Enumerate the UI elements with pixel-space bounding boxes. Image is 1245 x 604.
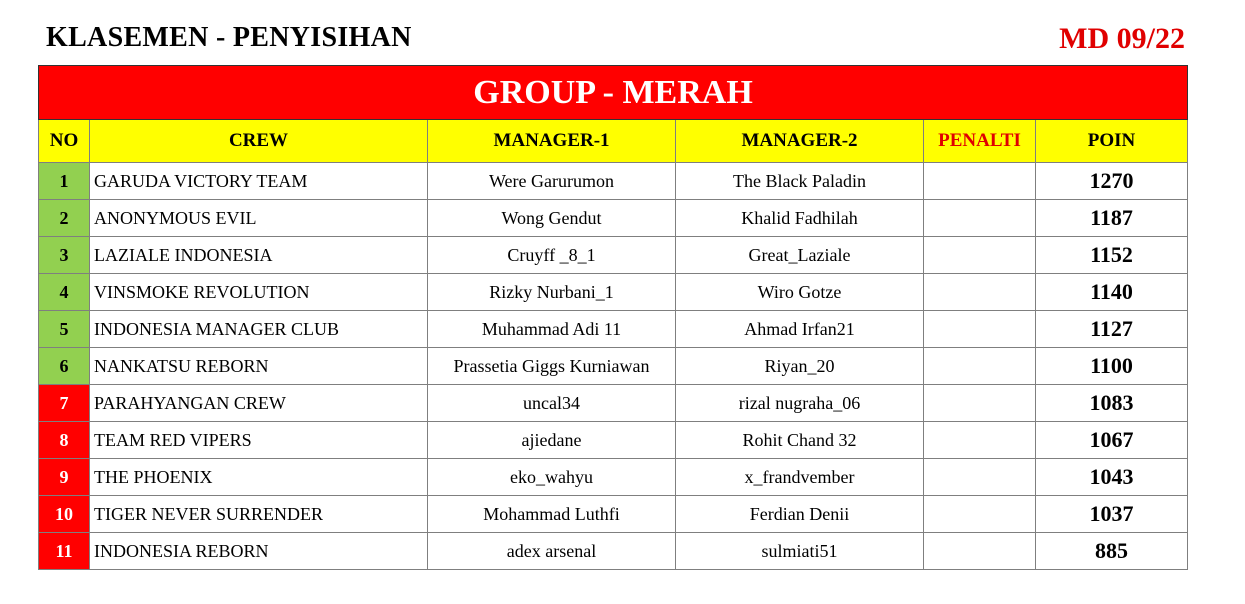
crew-cell: LAZIALE INDONESIA (90, 237, 428, 274)
table-row (39, 385, 1188, 422)
manager-1-cell: eko_wahyu (428, 459, 676, 496)
rank-cell: 1 (39, 163, 90, 200)
table-row (39, 237, 1188, 274)
manager-1-cell: ajiedane (428, 422, 676, 459)
column-header-manager-2: MANAGER-2 (676, 120, 924, 163)
manager-1-cell: Were Garurumon (428, 163, 676, 200)
poin-cell: 1270 (1036, 163, 1188, 200)
manager-2-cell: rizal nugraha_06 (676, 385, 924, 422)
column-header-manager-1: MANAGER-1 (428, 120, 676, 163)
rank-cell: 8 (39, 422, 90, 459)
penalti-cell (924, 237, 1036, 274)
column-header-crew: CREW (90, 120, 428, 163)
manager-1-cell: Mohammad Luthfi (428, 496, 676, 533)
table-row (39, 274, 1188, 311)
penalti-cell (924, 274, 1036, 311)
poin-cell: 1100 (1036, 348, 1188, 385)
manager-2-cell: Riyan_20 (676, 348, 924, 385)
penalti-cell (924, 348, 1036, 385)
penalti-cell (924, 385, 1036, 422)
manager-1-cell: Prassetia Giggs Kurniawan (428, 348, 676, 385)
poin-cell: 1140 (1036, 274, 1188, 311)
column-header-no: NO (39, 120, 90, 163)
table-row (39, 163, 1188, 200)
penalti-cell (924, 311, 1036, 348)
rank-cell: 3 (39, 237, 90, 274)
poin-cell: 1043 (1036, 459, 1188, 496)
manager-1-cell: Cruyff _8_1 (428, 237, 676, 274)
manager-2-cell: Wiro Gotze (676, 274, 924, 311)
poin-cell: 1037 (1036, 496, 1188, 533)
penalti-cell (924, 459, 1036, 496)
column-header-row (39, 120, 1188, 163)
manager-1-cell: adex arsenal (428, 533, 676, 570)
crew-cell: GARUDA VICTORY TEAM (90, 163, 428, 200)
manager-2-cell: Great_Laziale (676, 237, 924, 274)
penalti-cell (924, 533, 1036, 570)
rank-cell: 2 (39, 200, 90, 237)
penalti-cell (924, 496, 1036, 533)
manager-2-cell: Ferdian Denii (676, 496, 924, 533)
penalti-cell (924, 163, 1036, 200)
penalti-cell (924, 200, 1036, 237)
manager-2-cell: sulmiati51 (676, 533, 924, 570)
manager-1-cell: Muhammad Adi 11 (428, 311, 676, 348)
manager-2-cell: Ahmad Irfan21 (676, 311, 924, 348)
crew-cell: ANONYMOUS EVIL (90, 200, 428, 237)
penalti-cell (924, 422, 1036, 459)
manager-1-cell: uncal34 (428, 385, 676, 422)
rank-cell: 9 (39, 459, 90, 496)
column-header-poin: POIN (1036, 120, 1188, 163)
manager-2-cell: Khalid Fadhilah (676, 200, 924, 237)
table-row (39, 533, 1188, 570)
rank-cell: 6 (39, 348, 90, 385)
rank-cell: 11 (39, 533, 90, 570)
table-row (39, 200, 1188, 237)
crew-cell: NANKATSU REBORN (90, 348, 428, 385)
column-header-penalti: PENALTI (924, 120, 1036, 163)
standings-body (39, 163, 1188, 570)
crew-cell: VINSMOKE REVOLUTION (90, 274, 428, 311)
crew-cell: TEAM RED VIPERS (90, 422, 428, 459)
poin-cell: 1083 (1036, 385, 1188, 422)
table-row (39, 459, 1188, 496)
poin-cell: 1067 (1036, 422, 1188, 459)
crew-cell: THE PHOENIX (90, 459, 428, 496)
crew-cell: INDONESIA MANAGER CLUB (90, 311, 428, 348)
manager-2-cell: The Black Paladin (676, 163, 924, 200)
table-row (39, 348, 1188, 385)
crew-cell: INDONESIA REBORN (90, 533, 428, 570)
rank-cell: 7 (39, 385, 90, 422)
manager-2-cell: x_frandvember (676, 459, 924, 496)
manager-1-cell: Rizky Nurbani_1 (428, 274, 676, 311)
matchday-label: MD 09/22 (1059, 22, 1185, 55)
rank-cell: 5 (39, 311, 90, 348)
group-header-row (39, 66, 1188, 120)
table-row (39, 311, 1188, 348)
poin-cell: 1127 (1036, 311, 1188, 348)
crew-cell: TIGER NEVER SURRENDER (90, 496, 428, 533)
rank-cell: 10 (39, 496, 90, 533)
standings-table (38, 65, 1188, 570)
manager-2-cell: Rohit Chand 32 (676, 422, 924, 459)
rank-cell: 4 (39, 274, 90, 311)
group-title: GROUP - MERAH (39, 66, 1188, 120)
poin-cell: 1187 (1036, 200, 1188, 237)
poin-cell: 1152 (1036, 237, 1188, 274)
table-row (39, 496, 1188, 533)
poin-cell: 885 (1036, 533, 1188, 570)
page-title: KLASEMEN - PENYISIHAN (46, 22, 412, 53)
manager-1-cell: Wong Gendut (428, 200, 676, 237)
crew-cell: PARAHYANGAN CREW (90, 385, 428, 422)
table-row (39, 422, 1188, 459)
